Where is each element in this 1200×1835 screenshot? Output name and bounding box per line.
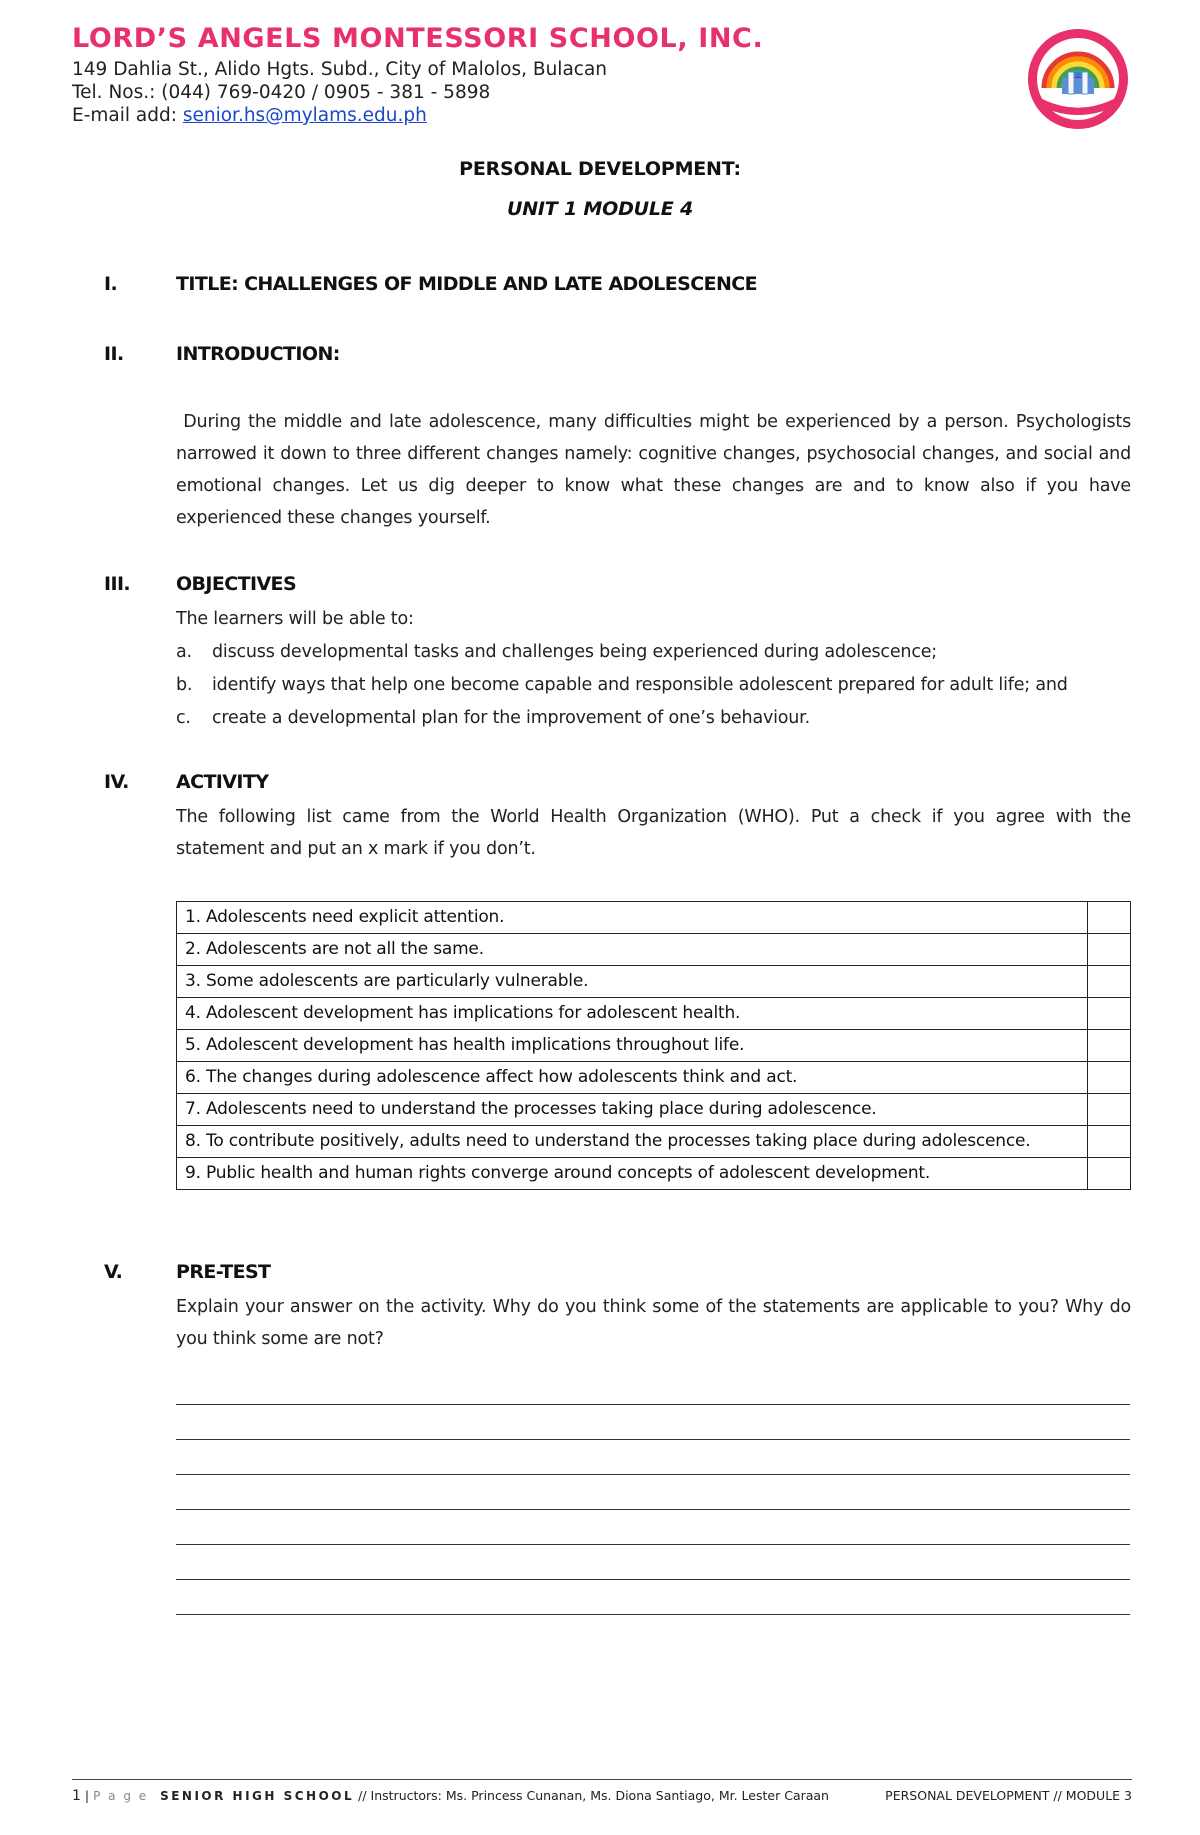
table-row	[177, 1094, 1131, 1126]
check-cell[interactable]	[1088, 934, 1131, 966]
footer-course: PERSONAL DEVELOPMENT // MODULE 3	[885, 1788, 1132, 1803]
school-email-line	[72, 104, 1132, 127]
answer-line[interactable]	[176, 1510, 1130, 1545]
statement-cell: 8. To contribute positively, adults need to understand the processes taking place during adolescence.	[177, 1126, 1088, 1158]
section-introduction-heading	[104, 343, 340, 365]
table-row	[177, 1062, 1131, 1094]
statement-cell: 5. Adolescent development has health implications throughout life.	[177, 1030, 1088, 1062]
footer-separator: |	[80, 1788, 94, 1803]
statement-cell: 2. Adolescents are not all the same.	[177, 934, 1088, 966]
email-label: E-mail add:	[72, 105, 183, 126]
answer-lines[interactable]	[176, 1370, 1130, 1615]
objective-item	[176, 669, 1131, 702]
statement-cell: 6. The changes during adolescence affect how adolescents think and act.	[177, 1062, 1088, 1094]
activity-heading-text: ACTIVITY	[176, 771, 269, 793]
school-phone: Tel. Nos.: (044) 769-0420 / 0905 - 381 - 5898	[72, 82, 491, 103]
statement-cell: 3. Some adolescents are particularly vulnerable.	[177, 966, 1088, 998]
letterhead	[72, 20, 1132, 127]
check-cell[interactable]	[1088, 902, 1131, 934]
statement-cell: 7. Adolescents need to understand the processes taking place during adolescence.	[177, 1094, 1088, 1126]
table-row	[177, 966, 1131, 998]
school-address: 149 Dahlia St., Alido Hgts. Subd., City of Malolos, Bulacan	[72, 59, 608, 80]
answer-line[interactable]	[176, 1475, 1130, 1510]
answer-line[interactable]	[176, 1370, 1130, 1405]
school-name: LORD’S ANGELS MONTESSORI SCHOOL, INC.	[72, 23, 764, 54]
statement-cell: 9. Public health and human rights converge around concepts of adolescent development.	[177, 1158, 1088, 1190]
objective-item	[176, 636, 1131, 669]
statement-cell: 4. Adolescent development has implications for adolescent health.	[177, 998, 1088, 1030]
answer-line[interactable]	[176, 1405, 1130, 1440]
page-number: 1	[72, 1788, 81, 1804]
introduction-body: During the middle and late adolescence, many difficulties might be experienced by a person. Psychologists narrowed it down to three different changes namely: cognitive changes, psychosocial changes, and social and emotional changes. Let us dig deeper to know what these changes are and to know also if you have experienced these changes yourself.	[176, 412, 1137, 528]
answer-line[interactable]	[176, 1580, 1130, 1615]
table-row	[177, 998, 1131, 1030]
check-cell[interactable]	[1088, 1094, 1131, 1126]
table-row	[177, 1158, 1131, 1190]
check-cell[interactable]	[1088, 1126, 1131, 1158]
objective-letter: a.	[176, 642, 192, 662]
pretest-question: Explain your answer on the activity. Why do you think some of the statements are applicable to you? Why do you think some are not?	[176, 1297, 1131, 1349]
objective-item	[176, 702, 1131, 735]
pretest-heading-text: PRE-TEST	[176, 1261, 271, 1283]
section-numeral: III.	[104, 573, 131, 595]
statement-cell: 1. Adolescents need explicit attention.	[177, 902, 1088, 934]
document-title: PERSONAL DEVELOPMENT:	[459, 158, 741, 180]
school-seal-icon	[1022, 26, 1134, 132]
objective-letter: b.	[176, 675, 193, 695]
objectives-list	[176, 603, 1131, 735]
section-objectives-heading	[104, 573, 296, 595]
section-numeral: II.	[104, 343, 124, 365]
footer-level: SENIOR HIGH SCHOOL	[160, 1789, 355, 1803]
objectives-heading-text: OBJECTIVES	[176, 573, 297, 595]
answer-line[interactable]	[176, 1440, 1130, 1475]
objective-letter: c.	[176, 708, 191, 728]
answer-line[interactable]	[176, 1545, 1130, 1580]
check-cell[interactable]	[1088, 966, 1131, 998]
section-activity-heading	[104, 771, 268, 793]
footer-divider	[72, 1779, 1132, 1780]
introduction-heading-text: INTRODUCTION:	[176, 343, 340, 365]
table-row	[177, 934, 1131, 966]
page-word: P a g e	[93, 1789, 149, 1803]
footer-instructors: // Instructors: Ms. Princess Cunanan, Ms. Diona Santiago, Mr. Lester Caraan	[354, 1788, 829, 1803]
page-footer	[72, 1788, 1132, 1804]
section-numeral: IV.	[104, 771, 129, 793]
school-logo	[1022, 26, 1134, 132]
objectives-lead: The learners will be able to:	[176, 609, 414, 629]
check-cell[interactable]	[1088, 998, 1131, 1030]
table-row	[177, 1030, 1131, 1062]
section-title-heading	[104, 273, 757, 295]
section-pretest-heading	[104, 1261, 270, 1283]
objective-text: identify ways that help one become capable and responsible adolescent prepared for adult life; and	[212, 675, 1068, 695]
activity-instructions: The following list came from the World Health Organization (WHO). Put a check if you agree with the statement and put an x mark if you don’t.	[176, 807, 1131, 859]
section-title-text: TITLE: CHALLENGES OF MIDDLE AND LATE ADOLESCENCE	[176, 273, 758, 295]
check-cell[interactable]	[1088, 1062, 1131, 1094]
objective-text: discuss developmental tasks and challenges being experienced during adolescence;	[212, 642, 937, 662]
objective-text: create a developmental plan for the improvement of one’s behaviour.	[212, 708, 810, 728]
table-row	[177, 902, 1131, 934]
check-cell[interactable]	[1088, 1030, 1131, 1062]
section-numeral: V.	[104, 1261, 123, 1283]
check-cell[interactable]	[1088, 1158, 1131, 1190]
table-row	[177, 1126, 1131, 1158]
section-numeral: I.	[104, 273, 118, 295]
activity-checklist-table	[176, 901, 1131, 1190]
email-link[interactable]: senior.hs@mylams.edu.ph	[182, 105, 427, 126]
document-subtitle: UNIT 1 MODULE 4	[507, 198, 693, 220]
